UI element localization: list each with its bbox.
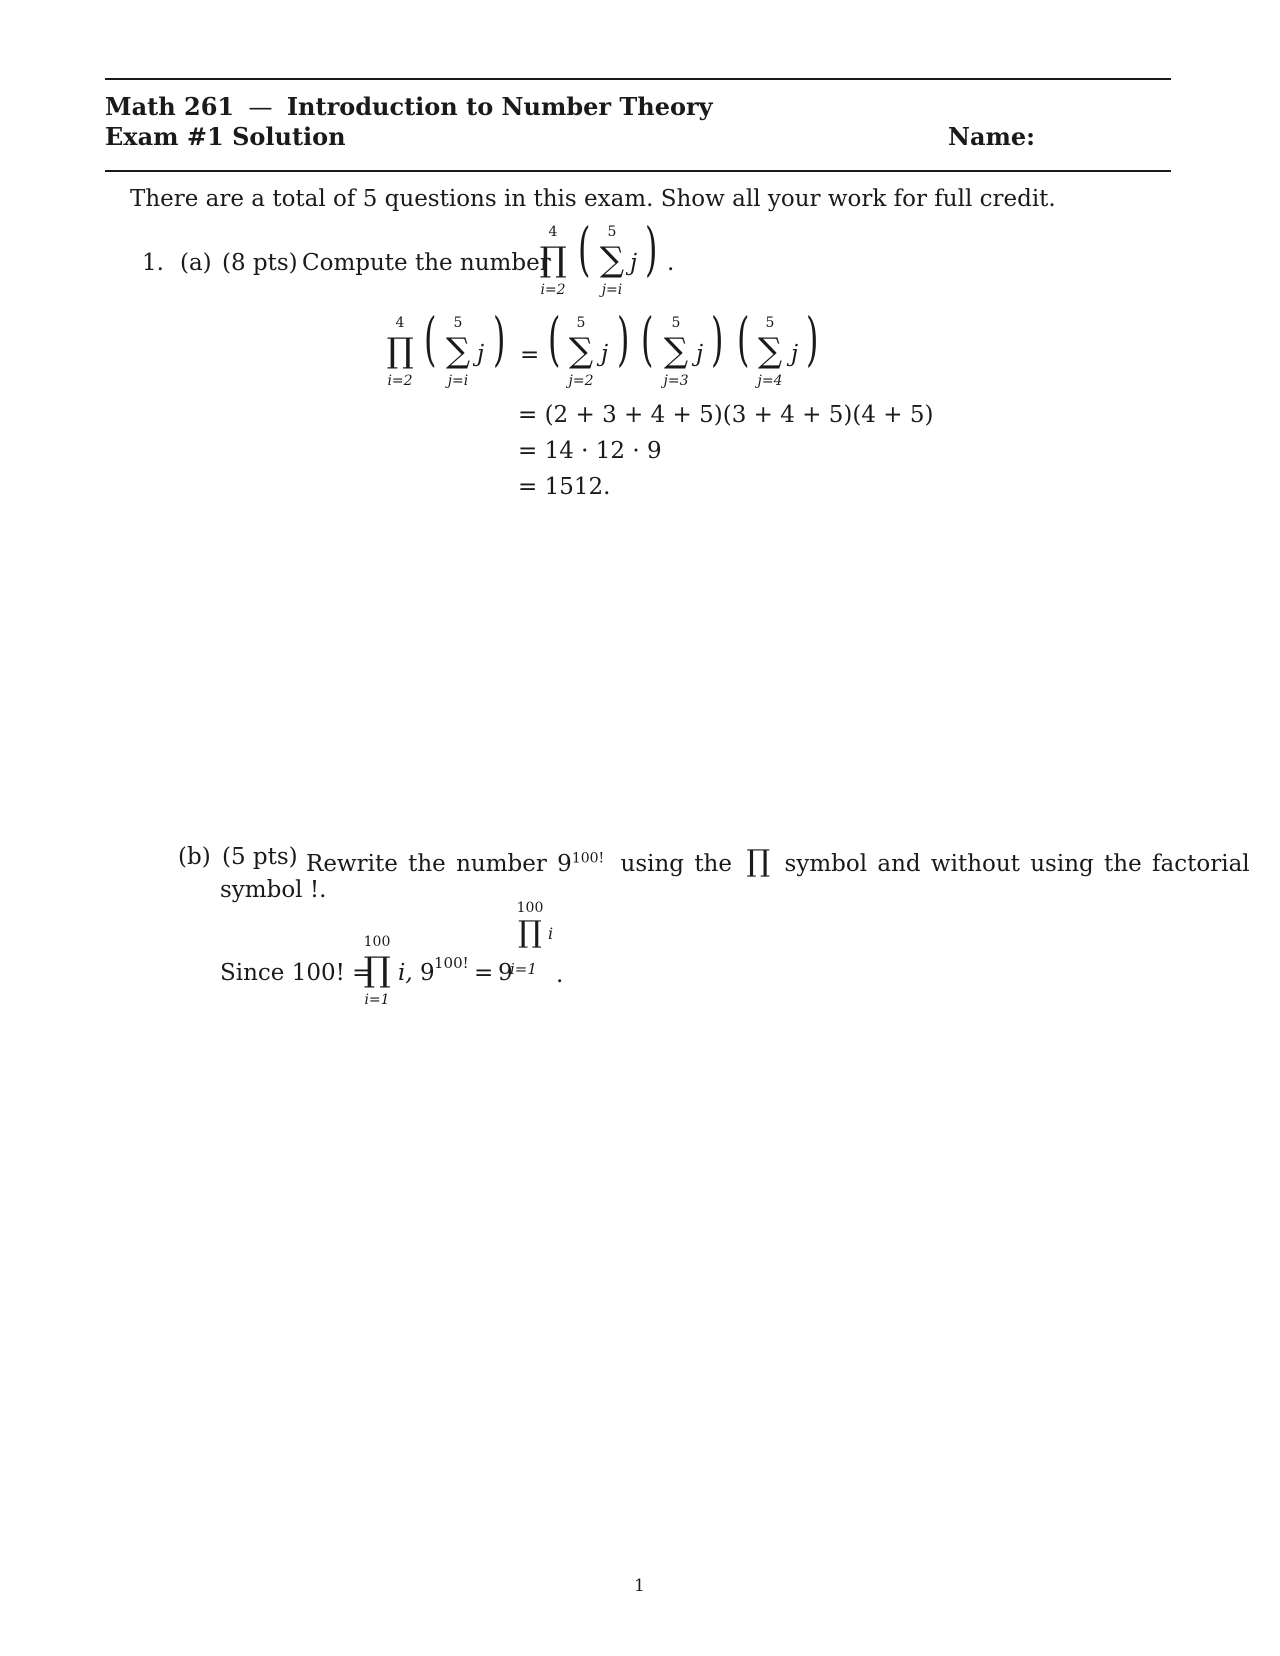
factor3-left-paren: ( xyxy=(737,305,750,373)
sol-prod-upper: 4 xyxy=(395,315,405,331)
q1b-end-punct: . xyxy=(556,962,564,988)
q1b-prompt-part2: using the xyxy=(620,851,732,877)
q1b-exp-upper: 100 xyxy=(516,900,544,916)
solution-step-2: = (2 + 3 + 4 + 5)(3 + 4 + 5)(4 + 5) xyxy=(518,402,934,428)
q1a-prompt: Compute the number xyxy=(302,250,551,276)
q1a-prod-symbol: ∏ xyxy=(539,240,567,280)
q1a-left-paren: ( xyxy=(578,215,591,283)
q1b-prompt-part1: Rewrite the number 9 xyxy=(306,851,572,877)
sol-left-paren: ( xyxy=(424,305,437,373)
q1b-prompt-line2: symbol !. xyxy=(220,877,327,903)
sol-right-paren: ) xyxy=(493,305,506,373)
factor2-sum-symbol: ∑ xyxy=(663,331,689,371)
exam-title: Exam #1 Solution xyxy=(105,122,346,151)
top-rule xyxy=(105,78,1171,80)
solution-step-4: = 1512. xyxy=(518,474,611,500)
intro-text: There are a total of 5 questions in this exam. Show all your work for full credit. xyxy=(130,186,1056,212)
q1a-prod-upper: 4 xyxy=(548,224,558,240)
sol-equals: = xyxy=(520,342,540,368)
q1-number: 1. xyxy=(142,250,164,276)
q1a-label: (a) xyxy=(180,250,212,276)
factor3-lower: j=4 xyxy=(757,373,783,389)
sol-prod-lower: i=2 xyxy=(387,373,413,389)
q1b-since: Since 100! = xyxy=(220,960,372,986)
factor1-right-paren: ) xyxy=(617,305,630,373)
factor2-left-paren: ( xyxy=(641,305,654,373)
factor3-right-paren: ) xyxy=(806,305,819,373)
q1a-summand: j xyxy=(630,250,638,276)
q1b-base-nine: 9 xyxy=(498,960,513,986)
course-line xyxy=(105,92,713,121)
q1b-prompt-product-symbol: ∏ xyxy=(746,844,771,879)
q1b-prod-symbol: ∏ xyxy=(363,950,391,990)
sol-sum-lower: j=i xyxy=(447,373,469,389)
page-number: 1 xyxy=(634,1576,645,1596)
factor3-sum-symbol: ∑ xyxy=(757,331,783,371)
factor1-summand: j xyxy=(601,341,609,367)
solution-step-3: = 14 · 12 · 9 xyxy=(518,438,662,464)
factor1-sum-symbol: ∑ xyxy=(568,331,594,371)
bottom-rule xyxy=(105,170,1171,172)
q1b-label: (b) xyxy=(178,844,211,870)
q1a-prod-lower: i=2 xyxy=(540,282,566,298)
q1b-points: (5 pts) xyxy=(222,844,298,870)
q1a-right-paren: ) xyxy=(645,215,658,283)
q1b-prompt-exponent: 100! xyxy=(571,850,605,867)
factor2-right-paren: ) xyxy=(711,305,724,373)
factor1-left-paren: ( xyxy=(548,305,561,373)
factor1-upper: 5 xyxy=(576,315,586,331)
q1a-sum-upper: 5 xyxy=(607,224,617,240)
q1b-exp-prod-symbol: ∏ xyxy=(518,915,542,950)
factor2-lower: j=3 xyxy=(663,373,689,389)
q1a-sum-symbol: ∑ xyxy=(599,240,625,280)
sol-sum-symbol: ∑ xyxy=(445,331,471,371)
sol-summand: j xyxy=(477,341,485,367)
factor3-summand: j xyxy=(791,341,799,367)
q1b-prod-var: i, xyxy=(398,960,413,986)
course-title: Introduction to Number Theory xyxy=(286,92,713,121)
title-dash: — xyxy=(248,93,273,121)
sol-sum-upper: 5 xyxy=(453,315,463,331)
q1b-nine: 9 xyxy=(420,960,435,986)
q1b-prod-lower: i=1 xyxy=(364,992,390,1008)
factor3-upper: 5 xyxy=(765,315,775,331)
course-number: Math 261 xyxy=(105,92,235,121)
sol-prod-symbol: ∏ xyxy=(386,331,414,371)
q1b-exp-var: i xyxy=(548,924,554,943)
name-label: Name: xyxy=(948,122,1036,151)
q1b-equals: = xyxy=(474,960,494,986)
q1b-prod-upper: 100 xyxy=(363,934,391,950)
factor2-summand: j xyxy=(696,341,704,367)
q1a-points: (8 pts) xyxy=(222,250,298,276)
factor2-upper: 5 xyxy=(671,315,681,331)
q1a-sum-lower: j=i xyxy=(601,282,623,298)
q1b-exp-lower: i=1 xyxy=(510,960,537,978)
q1b-prompt-part3: symbol and without using the factorial xyxy=(784,851,1250,877)
factor1-lower: j=2 xyxy=(568,373,594,389)
q1a-end-punct: . xyxy=(667,250,675,276)
q1b-nine-exponent: 100! xyxy=(434,954,469,972)
q1b-prompt-line1 xyxy=(306,844,1250,879)
